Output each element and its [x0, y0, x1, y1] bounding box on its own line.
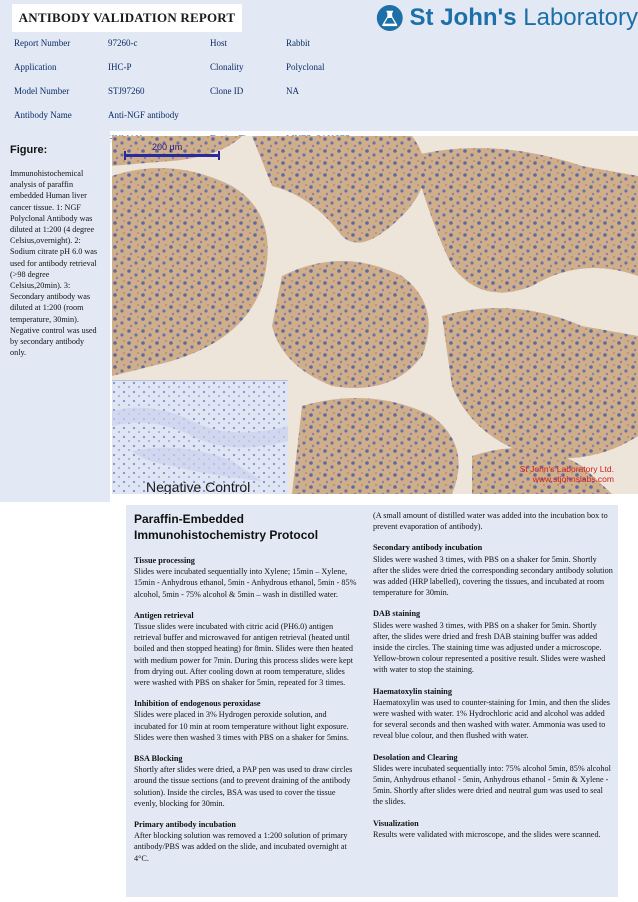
- negative-control-image: [112, 381, 288, 494]
- info-label: Clone ID: [210, 86, 244, 96]
- section-title: BSA Blocking: [134, 754, 183, 764]
- figure-title: Figure:: [10, 144, 48, 156]
- info-label: Host: [210, 38, 228, 48]
- logo-text-light: Laboratory: [516, 4, 638, 31]
- info-row: [14, 84, 624, 102]
- section-body: Shortly after slides were dried, a PAP pen was used to draw circles around the tissue sections (and to prevent draining of the antibody solution). Inside the circles, BSA was used to cover the tissue evenly, blocking for 30min.: [134, 765, 353, 808]
- logo-text: [410, 4, 638, 32]
- info-label: Model Number: [14, 86, 70, 96]
- negative-control-label: Negative Control: [146, 479, 251, 494]
- section-body: Haematoxylin was used to counter-staining for 1min, and then the slides were washed with water. 1% Hydrochloric acid and alcohol was added for several seconds and then washed with water. Ammonia was used to reveal blue colour, and then flushed with water.: [373, 697, 610, 741]
- info-value: Anti-NGF antibody: [108, 110, 179, 120]
- section-body: Slides were incubated sequentially into: 75% alcohol 5min, 85% alcohol 5min, Anhydrous ethanol - 5min, Anhydrous ethanol - 5min & Xylene - 5min. Shortly after slides were dried and neutral gum was used to seal the slides.: [373, 763, 611, 807]
- info-value: 97260-c: [108, 38, 138, 48]
- info-value: NA: [286, 86, 299, 96]
- figure-caption: Immunohistochemical analysis of paraffin embedded Human liver cancer tissue. 1: NGF Polyclonal Antibody was diluted at 1:200 (4 degree Celsius,overnight). 2: Sodium citrate pH 6.0 was used for antibody retrieval (>98 degree Celsius,20min). 3: Secondary antibody was diluted at 1:200 (room temperature, 30min). Negative control was used by secondary antibody only.: [10, 169, 98, 358]
- info-label: Application: [14, 62, 57, 72]
- info-value: STJ97260: [108, 86, 145, 96]
- report-title-box: [12, 4, 242, 32]
- protocol-panel: [126, 505, 618, 897]
- section-title: Secondary antibody incubation: [373, 543, 483, 553]
- info-label: Antibody Name: [14, 110, 72, 120]
- section-body: Slides were placed in 3% Hydrogen peroxide solution, and incubated for 10 min at room temperature without light exposure. Slides were then washed 3 times with PBS on a shaker for 5mins.: [134, 710, 349, 742]
- section-title: Visualization: [373, 818, 419, 828]
- ihc-micrograph: [112, 136, 638, 494]
- logo-text-bold: St John's: [409, 4, 517, 31]
- section-body: Tissue slides were incubated with citric acid (PH6.0) antigen retrieval buffer and microwaved for antigen retrieval (heated until boiled and then stopped heating) for 8min. Slides were then heated with medium power for 7min. During this process slides were kept from drying out. After cooling down at room temperature, slides were washed with PBS on shaker for 5min, repeated for 3 times.: [134, 622, 353, 688]
- scale-bar: [124, 154, 220, 157]
- info-row: [14, 108, 624, 126]
- section-body: After blocking solution was removed a 1:200 solution of primary antibody/PBS was added on the slide, and incubated overnight at 4°C.: [134, 831, 348, 863]
- section-title: DAB staining: [373, 609, 421, 619]
- info-label: Report Number: [14, 38, 71, 48]
- figure-caption-panel: [0, 131, 110, 502]
- section-body: Slides were washed 3 times, with PBS on a shaker for 5min. Shortly after, the slides were dried and fresh DAB staining buffer was added inside the circles. The staining time was adjusted under a microscope. Yellow-brown colour represented a positive result. Slides were washed with water to stop the staining.: [373, 620, 606, 675]
- section-body: Results were validated with microscope, and the slides were scanned.: [373, 829, 601, 839]
- info-value: IHC-P: [108, 62, 132, 72]
- protocol-left-column: [134, 505, 360, 864]
- info-label: Clonality: [210, 62, 244, 72]
- protocol-right-column: [373, 510, 613, 840]
- info-row: [14, 36, 624, 54]
- section-body: (A small amount of distilled water was added into the incubation box to prevent evaporation of antibody).: [373, 511, 608, 532]
- section-title: Haematoxylin staining: [373, 686, 452, 696]
- section-title: Desolation and Clearing: [373, 752, 458, 762]
- section-title: Inhibition of endogenous peroxidase: [134, 699, 261, 709]
- company-logo: [376, 0, 638, 36]
- watermark-company: St John's Laboratory Ltd.: [519, 464, 614, 474]
- flask-icon: [376, 1, 404, 35]
- info-value: Rabbit: [286, 38, 310, 48]
- section-title: Tissue processing: [134, 556, 195, 565]
- section-title: Antigen retrieval: [134, 610, 194, 620]
- negative-control-inset: [112, 380, 288, 494]
- report-title: ANTIBODY VALIDATION REPORT: [18, 10, 236, 25]
- info-row: [14, 60, 624, 78]
- section-body: Slides were incubated sequentially into Xylene; 15min – Xylene, 15min - Anhydrous ethanol, 5min - Anhydrous ethanol, 5min - 85% alcohol, 5min - 75% alcohol & 5min – wash in distilled water.: [134, 567, 357, 599]
- watermark-url: www.stjohnslabs.com: [532, 474, 614, 484]
- watermark: [520, 464, 614, 484]
- info-value: Polyclonal: [286, 62, 325, 72]
- section-title: Primary antibody incubation: [134, 820, 236, 830]
- protocol-title: Paraffin-Embedded Immunohistochemistry Protocol: [134, 512, 319, 542]
- section-body: Slides were washed 3 times, with PBS on a shaker for 5min. Shortly after the slides were dried the corresponding secondary antibody solution was added (HRP labelled), covering the tissues, and incubated at room temperature for 30min.: [373, 554, 613, 598]
- scale-bar-label: 200 μm: [152, 142, 183, 152]
